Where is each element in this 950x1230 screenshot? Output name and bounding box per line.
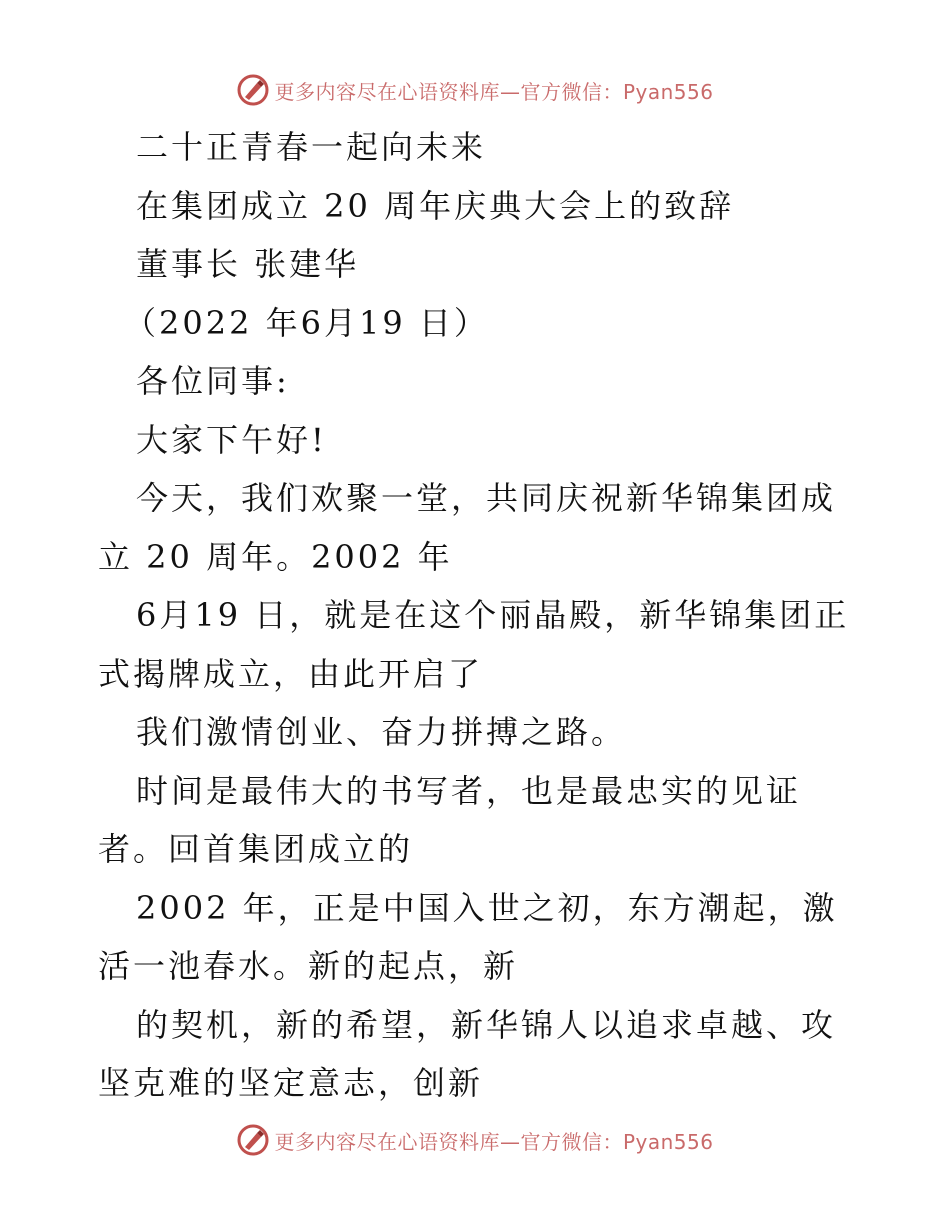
body-paragraph: 时间是最伟大的书写者，也是最忠实的见证者。回首集团成立的 <box>98 771 802 868</box>
body-paragraph: 今天，我们欢聚一堂，共同庆祝新华锦集团成立 20 周年。2002 年 <box>98 479 837 576</box>
header-watermark <box>0 70 950 110</box>
body-paragraph: 我们激情创业、奋力拼搏之路。 <box>136 713 627 751</box>
author-line: 董事长 张建华 <box>136 245 360 283</box>
footer-watermark <box>0 1120 950 1160</box>
document-body <box>98 118 858 1113</box>
body-paragraph: 的契机，新的希望，新华锦人以追求卓越、攻坚克难的坚定意志，创新 <box>98 1005 837 1102</box>
body-paragraph: 2002 年，正是中国入世之初，东方潮起，激活一池春水。新的起点，新 <box>98 888 838 985</box>
title-line: 二十正青春一起向未来 <box>136 128 487 166</box>
watermark-text: 更多内容尽在心语资料库—官方微信：Pyan556 <box>274 79 714 104</box>
watermark-text: 更多内容尽在心语资料库—官方微信：Pyan556 <box>274 1129 714 1154</box>
greeting: 大家下午好! <box>136 420 327 459</box>
subtitle-line: 在集团成立 20 周年庆典大会上的致辞 <box>136 186 735 225</box>
salutation: 各位同事: <box>136 362 290 400</box>
pen-circle-icon <box>236 1123 270 1157</box>
date-line: （2022 年6月19 日） <box>124 303 489 342</box>
body-paragraph: 6月19 日，就是在这个丽晶殿，新华锦集团正式揭牌成立，由此开启了 <box>98 596 850 693</box>
pen-circle-icon <box>236 73 270 107</box>
